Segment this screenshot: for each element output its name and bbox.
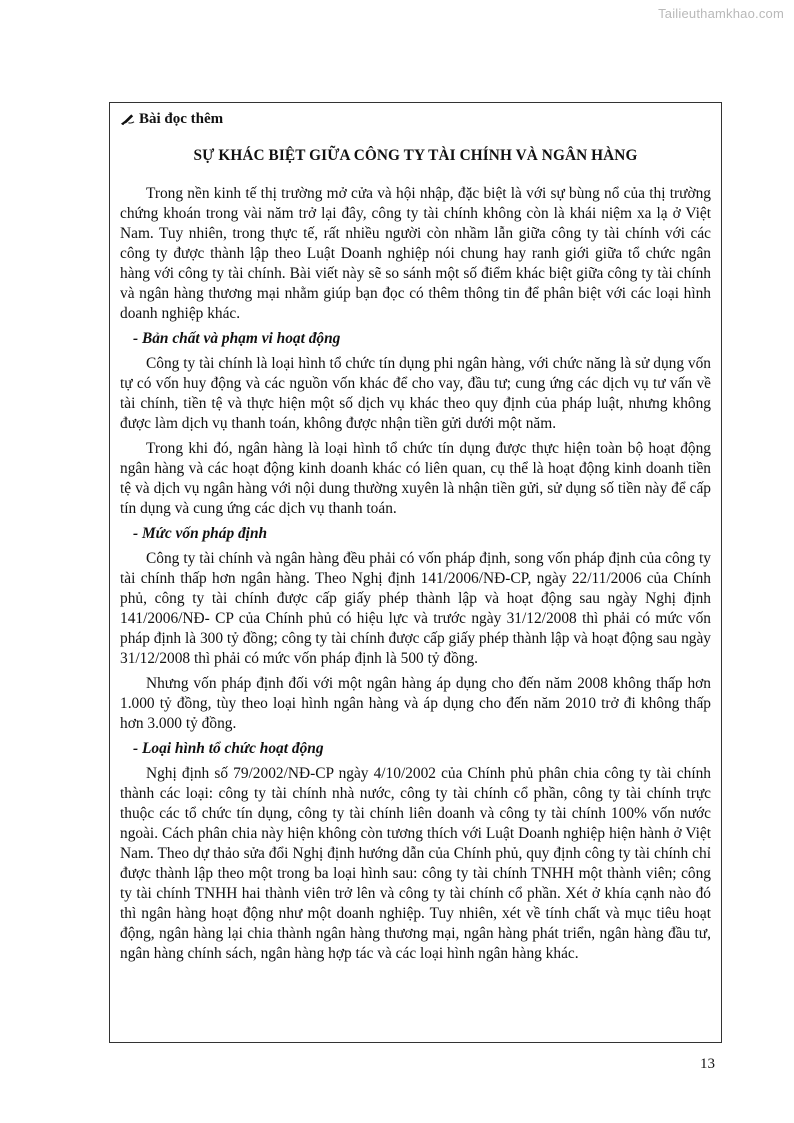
box-header	[120, 110, 711, 128]
intro-paragraph: Trong nền kinh tế thị trường mở cửa và hội nhập, đặc biệt là với sự bùng nổ của thị trường chứng khoán trong vài năm trở lại đây, công ty tài chính không còn là khái niệm xa lạ ở Việt Nam. Tuy nhiên, trong thực tế, rất nhiều người còn nhầm lẫn giữa công ty tài chính với các công ty được thành lập theo Luật Doanh nghiệp nói chung hay ranh giới giữa tổ chức ngân hàng với công ty tài chính. Bài viết này sẽ so sánh một số điểm khác biệt giữa công ty tài chính và ngân hàng thương mại nhằm giúp bạn đọc có thêm thông tin để phân biệt với các loại hình doanh nghiệp khác.	[120, 185, 711, 322]
section-heading: - Loại hình tổ chức hoạt động	[133, 740, 324, 757]
section-heading: - Mức vốn pháp định	[133, 525, 268, 542]
reading-box	[109, 102, 722, 1043]
article-title: SỰ KHÁC BIỆT GIỮA CÔNG TY TÀI CHÍNH VÀ NGÂN HÀNG	[193, 147, 638, 164]
page-number: 13	[700, 1056, 715, 1072]
body-paragraph: Nghị định số 79/2002/NĐ-CP ngày 4/10/2002 của Chính phủ phân chia công ty tài chính thành các loại: công ty tài chính nhà nước, công ty tài chính cổ phần, công ty tài chính trực thuộc các tổ chức tín dụng, công ty tài chính liên doanh và công ty tài chính 100% vốn nước ngoài. Cách phân chia này hiện không còn tương thích với Luật Doanh nghiệp hiện hành ở Việt Nam. Theo dự thảo sửa đổi Nghị định hướng dẫn của Chính phủ, quy định công ty tài chính chỉ được thành lập theo một trong ba loại hình sau: công ty tài chính TNHH một thành viên; công ty tài chính TNHH hai thành viên trở lên và công ty tài chính cổ phần. Xét ở khía cạnh nào đó thì ngân hàng hoạt động như một doanh nghiệp. Tuy nhiên, xét về tính chất và mục tiêu hoạt động, ngân hàng lại chia thành ngân hàng thương mại, ngân hàng phát triển, ngân hàng đầu tư, ngân hàng chính sách, ngân hàng hợp tác và các loại hình ngân hàng khác.	[120, 765, 711, 962]
watermark: Tailieuthamkhao.com	[658, 6, 784, 21]
box-label: Bài đọc thêm	[139, 110, 224, 127]
writing-hand-icon	[120, 112, 135, 126]
body-paragraph: Công ty tài chính và ngân hàng đều phải có vốn pháp định, song vốn pháp định của công ty tài chính thấp hơn ngân hàng. Theo Nghị định 141/2006/NĐ-CP, ngày 22/11/2006 của Chính phủ, công ty tài chính được cấp giấy phép thành lập và hoạt động sau ngày Nghị định 141/2006/NĐ- CP của Chính phủ có hiệu lực và trước ngày 31/12/2008 thì phải có mức vốn pháp định là 300 tỷ đồng; công ty tài chính được cấp giấy phép thành lập và hoạt động sau ngày 31/12/2008 thì phải có mức vốn pháp định là 500 tỷ đồng.	[120, 550, 711, 667]
body-paragraph: Trong khi đó, ngân hàng là loại hình tổ chức tín dụng được thực hiện toàn bộ hoạt động ngân hàng và các hoạt động kinh doanh khác có liên quan, cụ thể là hoạt động kinh doanh tiền tệ và dịch vụ ngân hàng với nội dung thường xuyên là nhận tiền gửi, sử dụng số tiền này để cấp tín dụng và cung ứng các dịch vụ thanh toán.	[120, 440, 711, 517]
body-paragraph: Công ty tài chính là loại hình tổ chức tín dụng phi ngân hàng, với chức năng là sử dụng vốn tự có vốn huy động và các nguồn vốn khác để cho vay, đầu tư; cung ứng các dịch vụ tư vấn về tài chính, tiền tệ và thực hiện một số dịch vụ khác theo quy định của pháp luật, nhưng không được làm dịch vụ thanh toán, không được nhận tiền gửi dưới một năm.	[120, 355, 711, 432]
section-heading: - Bản chất và phạm vi hoạt động	[133, 330, 341, 347]
body-paragraph: Nhưng vốn pháp định đối với một ngân hàng áp dụng cho đến năm 2008 không thấp hơn 1.000 tỷ đồng, tùy theo loại hình ngân hàng và áp dụng cho đến năm 2010 trở đi không thấp hơn 3.000 tỷ đồng.	[120, 675, 711, 732]
